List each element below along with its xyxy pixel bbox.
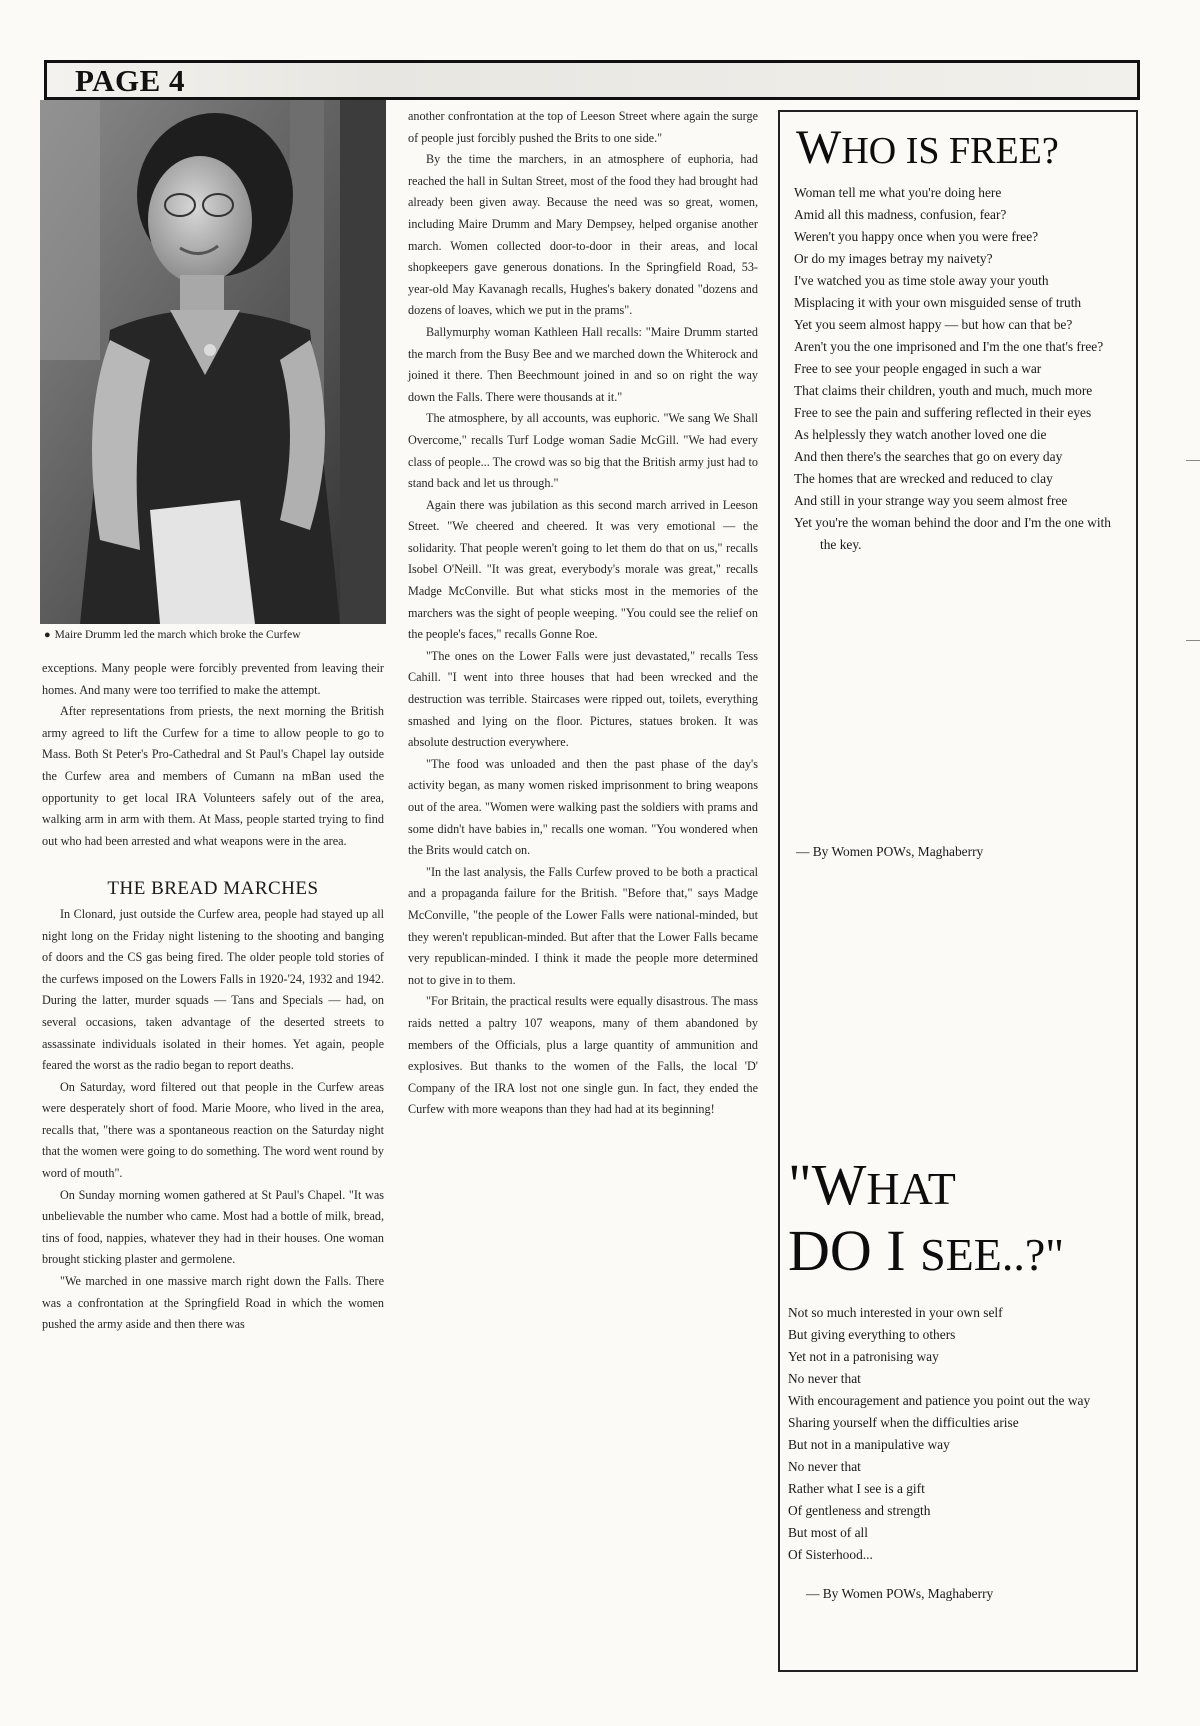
poem-line: But most of all: [788, 1525, 868, 1540]
poem-2-title-part: DO I: [788, 1218, 921, 1283]
poem-line: No never that: [788, 1371, 861, 1386]
article-column-2: [408, 106, 758, 1121]
paragraph: The atmosphere, by all accounts, was euphoric. "We sang We Shall Overcome," recalls Turf Lodge woman Sadie McGill. "We had every class of people... The crowd was so big that the British army just had to stand back and let us through.": [408, 411, 758, 491]
article-column-1: [42, 658, 384, 1336]
poem-line: As helplessly they watch another loved one die: [794, 427, 1047, 442]
paragraph: "In the last analysis, the Falls Curfew proved to be both a practical and a propaganda failure for the British. "Before that," says Madge McConville, "the people of the Lower Falls were national-minded, but they weren't republican-minded. But after that the Lower Falls became very republican-minded. I think it made the people more determined not to give in to them.: [408, 864, 758, 987]
bullet-icon: ●: [44, 629, 51, 641]
poem-line: And still in your strange way you seem almost free: [794, 493, 1068, 508]
poem-line: Amid all this madness, confusion, fear?: [794, 207, 1007, 222]
poem-2-title-line-1: [788, 1154, 956, 1220]
poem-line: I've watched you as time stole away your youth: [794, 273, 1049, 288]
paragraph: After representations from priests, the next morning the British army agreed to lift the Curfew for a time to allow people to go to Mass. Both St Peter's Pro-Cathedral and St Paul's Chapel lay outside the Curfew area and members of Cumann na mBan used the opportunity to get local IRA Volunteers safely out of the area, walking arm in arm with them. At Mass, people started trying to find out who had been arrested and what weapons were in the area.: [42, 704, 384, 848]
paragraph: In Clonard, just outside the Curfew area, people had stayed up all night long on the Friday night listening to the shooting and banging of doors and the CS gas being fired. The older people told stories of the curfews imposed on the Lowers Falls in 1920-'24, 1932 and 1942. During the latter, murder squads — Tans and Specials — had, on several occasions, taken advantage of the deserted streets to assassinate individuals isolated in their homes. Yet again, people feared the worst as the radio began to report deaths.: [42, 906, 384, 1073]
poem-line: That claims their children, youth and much, much more: [794, 383, 1093, 398]
poem-line: Free to see your people engaged in such a war: [794, 361, 1042, 376]
poem-line: Free to see the pain and suffering reflected in their eyes: [794, 405, 1092, 420]
paragraph: "The ones on the Lower Falls were just devastated," recalls Tess Cahill. "I went into three houses that had been wrecked and the destruction was terrible. Staircases were ripped out, toilets, everything smashed and lying on the floor. Pictures, statues broken. It was absolute destruction everywhere.: [408, 648, 758, 750]
poem-line: Woman tell me what you're doing here: [794, 185, 1002, 200]
poem-line: With encouragement and patience you point out the way: [788, 1393, 1091, 1408]
poem-line: No never that: [788, 1459, 861, 1474]
poem-line: Aren't you the one imprisoned and I'm the one that's free?: [794, 339, 1104, 354]
poem-line: Sharing yourself when the difficulties arise: [788, 1415, 1019, 1430]
poem-2-credit: — By Women POWs, Maghaberry: [806, 1586, 994, 1601]
section-subheading: THE BREAD MARCHES: [107, 878, 319, 900]
paragraph: "We marched in one massive march right down the Falls. There was a confrontation at the Springfield Road in which the women pushed the army aside and then there was: [42, 1274, 384, 1332]
poem-line: And then there's the searches that go on every day: [794, 449, 1063, 464]
paragraph: On Saturday, word filtered out that people in the Curfew areas were desperately short of food. Marie Moore, who lived in the area, recalls that, "there was a spontaneous reaction on the Saturday night that the women were going to do something. The word went round by word of mouth".: [42, 1079, 384, 1181]
margin-mark: [1186, 640, 1200, 650]
photo-caption: [44, 628, 384, 643]
paragraph: Again there was jubilation as this second march arrived in Leeson Street. "We cheered and cheered. It was very emotional — the solidarity. That people weren't going to let them do that on us," recalls Isobel O'Neill. "It was great, everybody's morale was great," recalls Madge McConville. But what sticks most in the memories of the marchers was the sight of people weeping. "You could see the relief on the people's faces," recalls Gonne Roe.: [408, 497, 758, 642]
poem-line: Misplacing it with your own misguided sense of truth: [794, 295, 1082, 310]
poem-1-title: [796, 120, 1059, 175]
poem-line: Of Sisterhood...: [788, 1547, 873, 1562]
woman-photo-icon: [40, 100, 386, 624]
poem-line: Yet you seem almost happy — but how can that be?: [794, 317, 1073, 332]
margin-mark: [1186, 460, 1200, 470]
poem-1-body: [794, 182, 1124, 556]
poems-sidebar-box: [778, 110, 1138, 1672]
poem-2-title-part-rest: SEE..?": [920, 1229, 1065, 1280]
photo-caption-text: Maire Drumm led the march which broke the Curfew: [54, 629, 301, 641]
paragraph: "For Britain, the practical results were equally disastrous. The mass raids netted a paltry 107 weapons, many of them abandoned by members of the Officials, plus a large quantity of ammunition and explosives. But thanks to the women of the Falls, the local 'D' Company of the IRA lost not one single gun. In fact, they ended the Curfew with more weapons than they had had at its beginning!: [408, 994, 758, 1117]
paragraph: Ballymurphy woman Kathleen Hall recalls: "Maire Drumm started the march from the Busy Bee and we marched down the Whiterock and joined it there. Then Beechmount joined in and so on right the way down the Falls. There were thousands at it.": [408, 324, 758, 404]
poem-line: Yet you're the woman behind the door and I'm the one with the key.: [794, 515, 1111, 552]
poem-line: Of gentleness and strength: [788, 1503, 931, 1518]
poem-1-title-rest: HO IS FREE?: [841, 130, 1059, 172]
poem-2-body: [788, 1302, 1118, 1566]
poem-2-title-line-2: [788, 1220, 1064, 1286]
poem-1-credit: — By Women POWs, Maghaberry: [796, 844, 984, 859]
poem-line: The homes that are wrecked and reduced to clay: [794, 471, 1053, 486]
poem-line: Or do my images betray my naivety?: [794, 251, 993, 266]
poem-2-title-rest: HAT: [866, 1163, 956, 1214]
poem-1-title-initial: W: [796, 121, 842, 174]
poem-line: But not in a manipulative way: [788, 1437, 950, 1452]
page-header-bar: [44, 60, 1140, 100]
page-number-label: PAGE 4: [75, 63, 186, 98]
poem-2-title-initial: "W: [788, 1152, 867, 1217]
paragraph: By the time the marchers, in an atmosphere of euphoria, had reached the hall in Sultan Street, most of the food they had brought had already been given away. Because the need was so great, women, including Maire Drumm and Mary Dempsey, helped organise another march. Women collected door-to-door in their areas, and local shopkeepers gave generous donations. In the Springfield Road, 53-year-old May Kavanagh recalls, Hughes's bakery donated "dozens and dozens of loaves, which we put in the prams".: [408, 152, 758, 318]
poem-line: Not so much interested in your own self: [788, 1305, 1003, 1320]
paragraph: "The food was unloaded and then the past phase of the day's activity began, as many women risked imprisonment to bring weapons out of the area. "Women were walking past the soldiers with prams and some didn't have babies in," recalls one woman. "You wondered when the Brits would catch on.: [408, 756, 758, 858]
paragraph: another confrontation at the top of Leeson Street where again the surge of people just forcibly pushed the Brits to one side.": [408, 109, 758, 145]
maire-drumm-photo: [40, 100, 386, 624]
paragraph: exceptions. Many people were forcibly prevented from leaving their homes. And many were too terrified to make the attempt.: [42, 661, 384, 697]
poem-line: Rather what I see is a gift: [788, 1481, 925, 1496]
poem-line: But giving everything to others: [788, 1327, 956, 1342]
poem-line: Yet not in a patronising way: [788, 1349, 939, 1364]
paragraph: On Sunday morning women gathered at St Paul's Chapel. "It was unbelievable the number who came. Most had a bottle of milk, bread, tins of food, nappies, whatever they had in their houses. One woman brought sticking plaster and germolene.: [42, 1187, 384, 1267]
poem-line: Weren't you happy once when you were free?: [794, 229, 1039, 244]
